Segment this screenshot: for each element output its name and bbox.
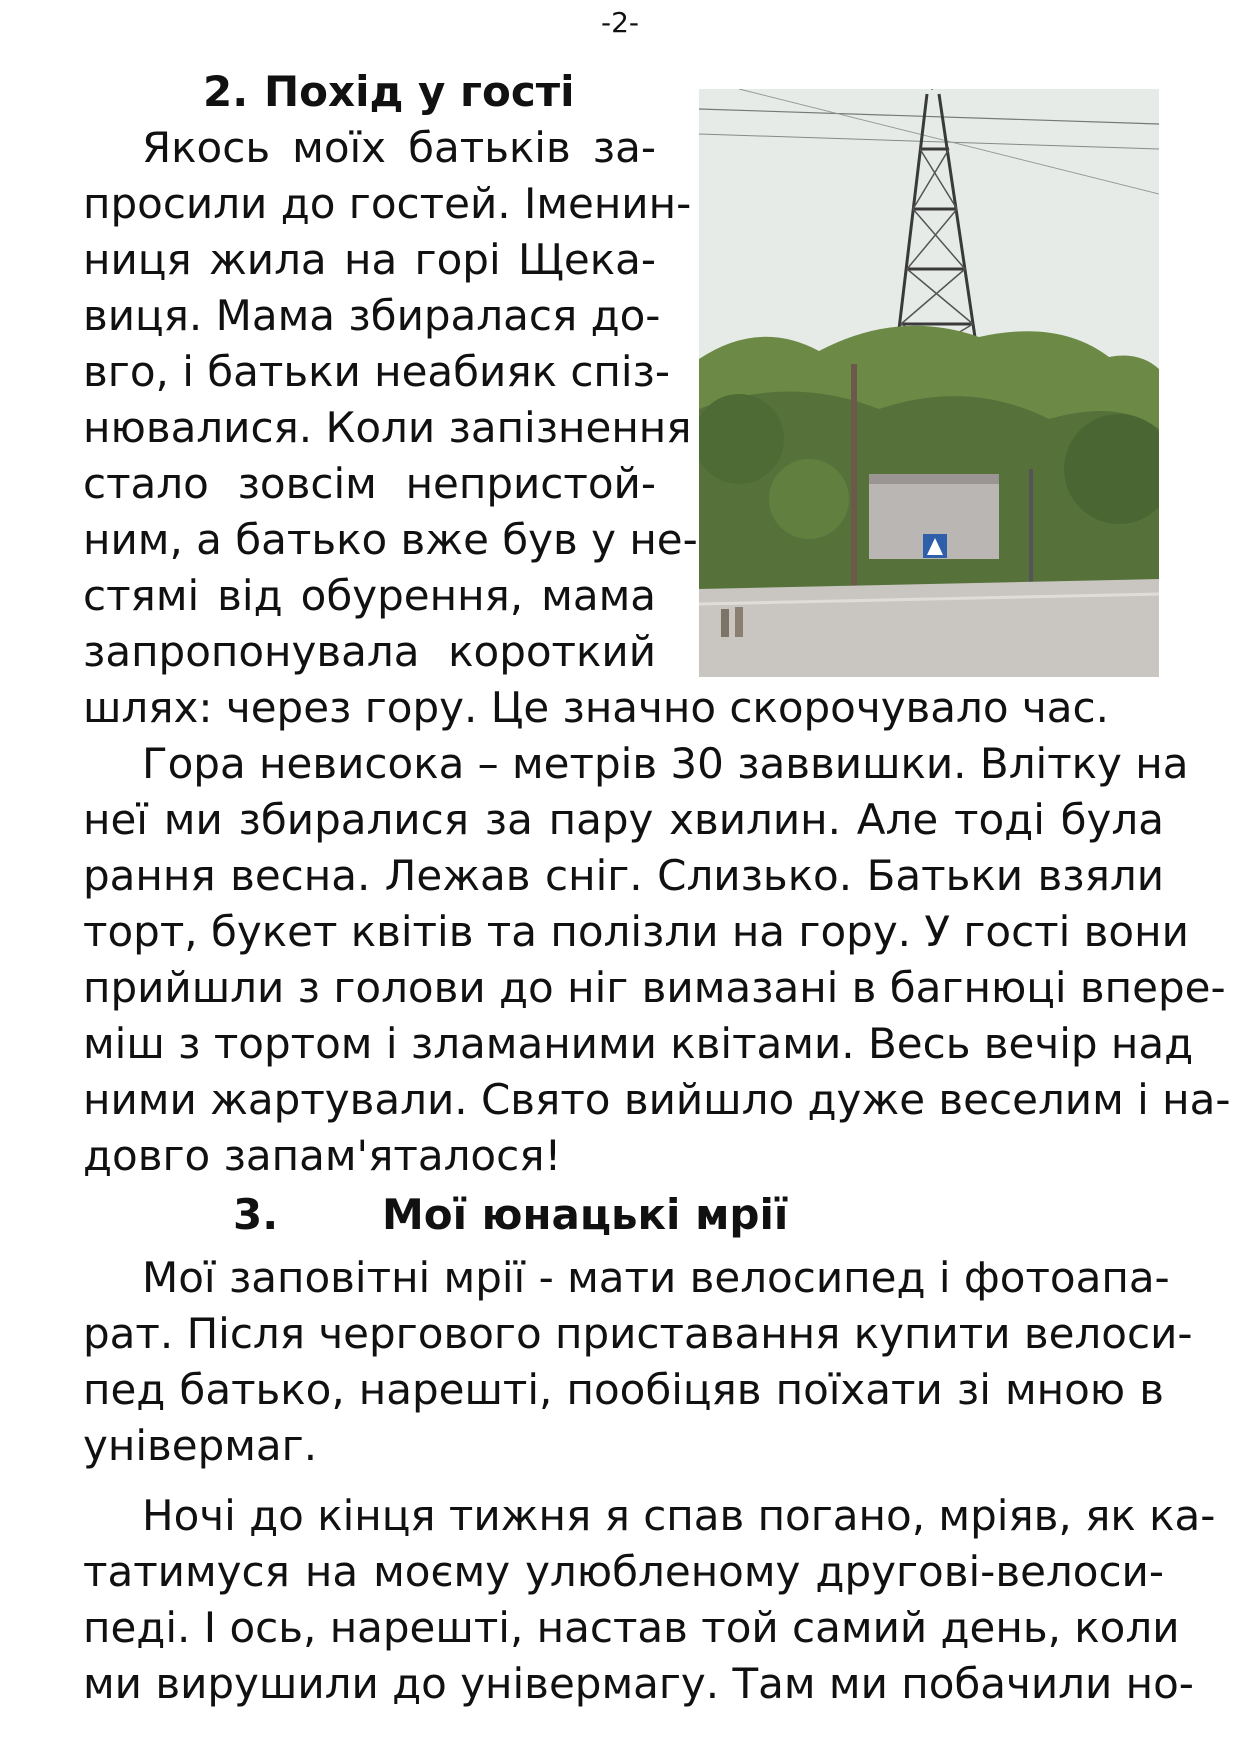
text-line: вго, і батьки неабияк спіз- xyxy=(83,347,671,396)
text-line: нювалися. Коли запізнення xyxy=(83,403,692,452)
section-3-number: 3. xyxy=(233,1190,279,1239)
text-line: неї ми збиралися за пару хвилин. Але тоді була xyxy=(83,795,1164,844)
text-line: Ночі до кінця тижня я спав погано, мріяв, як ка- xyxy=(142,1491,1216,1540)
text-line: татимуся на моєму улюбленому другові-велоси- xyxy=(83,1547,1164,1596)
text-line: Гора невисока – метрів 30 заввишки. Влітку на xyxy=(142,739,1189,788)
text-line: ним, а батько вже був у не- xyxy=(83,515,698,564)
text-line: торт, букет квітів та полізли на гору. У гості вони xyxy=(83,907,1189,956)
text-line: рат. Після чергового приставання купити велоси- xyxy=(83,1309,1193,1358)
section-2-title: Похід у гості xyxy=(264,67,575,116)
page-number: -2- xyxy=(600,6,640,39)
text-line: ниця жила на горі Щека- xyxy=(83,235,656,284)
text-line: запропонувала короткий xyxy=(83,627,656,676)
section-2-number: 2. xyxy=(203,67,249,116)
text-line: стало зовсім непристой- xyxy=(83,459,656,508)
text-line: ми вирушили до універмагу. Там ми побачили но- xyxy=(83,1659,1194,1708)
text-line: пед батько, нарешті, пообіцяв поїхати зі мною в xyxy=(83,1365,1164,1414)
text-line: довго запам'яталося! xyxy=(83,1131,562,1180)
text-line: шлях: через гору. Це значно скорочувало час. xyxy=(83,683,1109,732)
text-line: педі. І ось, нарешті, настав той самий день, коли xyxy=(83,1603,1180,1652)
text-line: Якось моїх батьків за- xyxy=(142,123,656,172)
section-3-title: Мої юнацькі мрії xyxy=(382,1190,789,1239)
text-line: виця. Мама збиралася до- xyxy=(83,291,661,340)
text-line: Мої заповітні мрії - мати велосипед і фотоапа- xyxy=(142,1253,1170,1302)
text-line: ними жартували. Свято вийшло дуже веселим і на- xyxy=(83,1075,1231,1124)
photo-tv-tower-on-hill xyxy=(699,89,1159,677)
text-line: просили до гостей. Іменин- xyxy=(83,179,692,228)
text-line: прийшли з голови до ніг вимазані в багнюці впере- xyxy=(83,963,1226,1012)
text-line: міш з тортом і зламаними квітами. Весь вечір над xyxy=(83,1019,1194,1068)
text-line: рання весна. Лежав сніг. Слизько. Батьки взяли xyxy=(83,851,1164,900)
text-line: універмаг. xyxy=(83,1421,318,1470)
text-line: стямі від обурення, мама xyxy=(83,571,656,620)
